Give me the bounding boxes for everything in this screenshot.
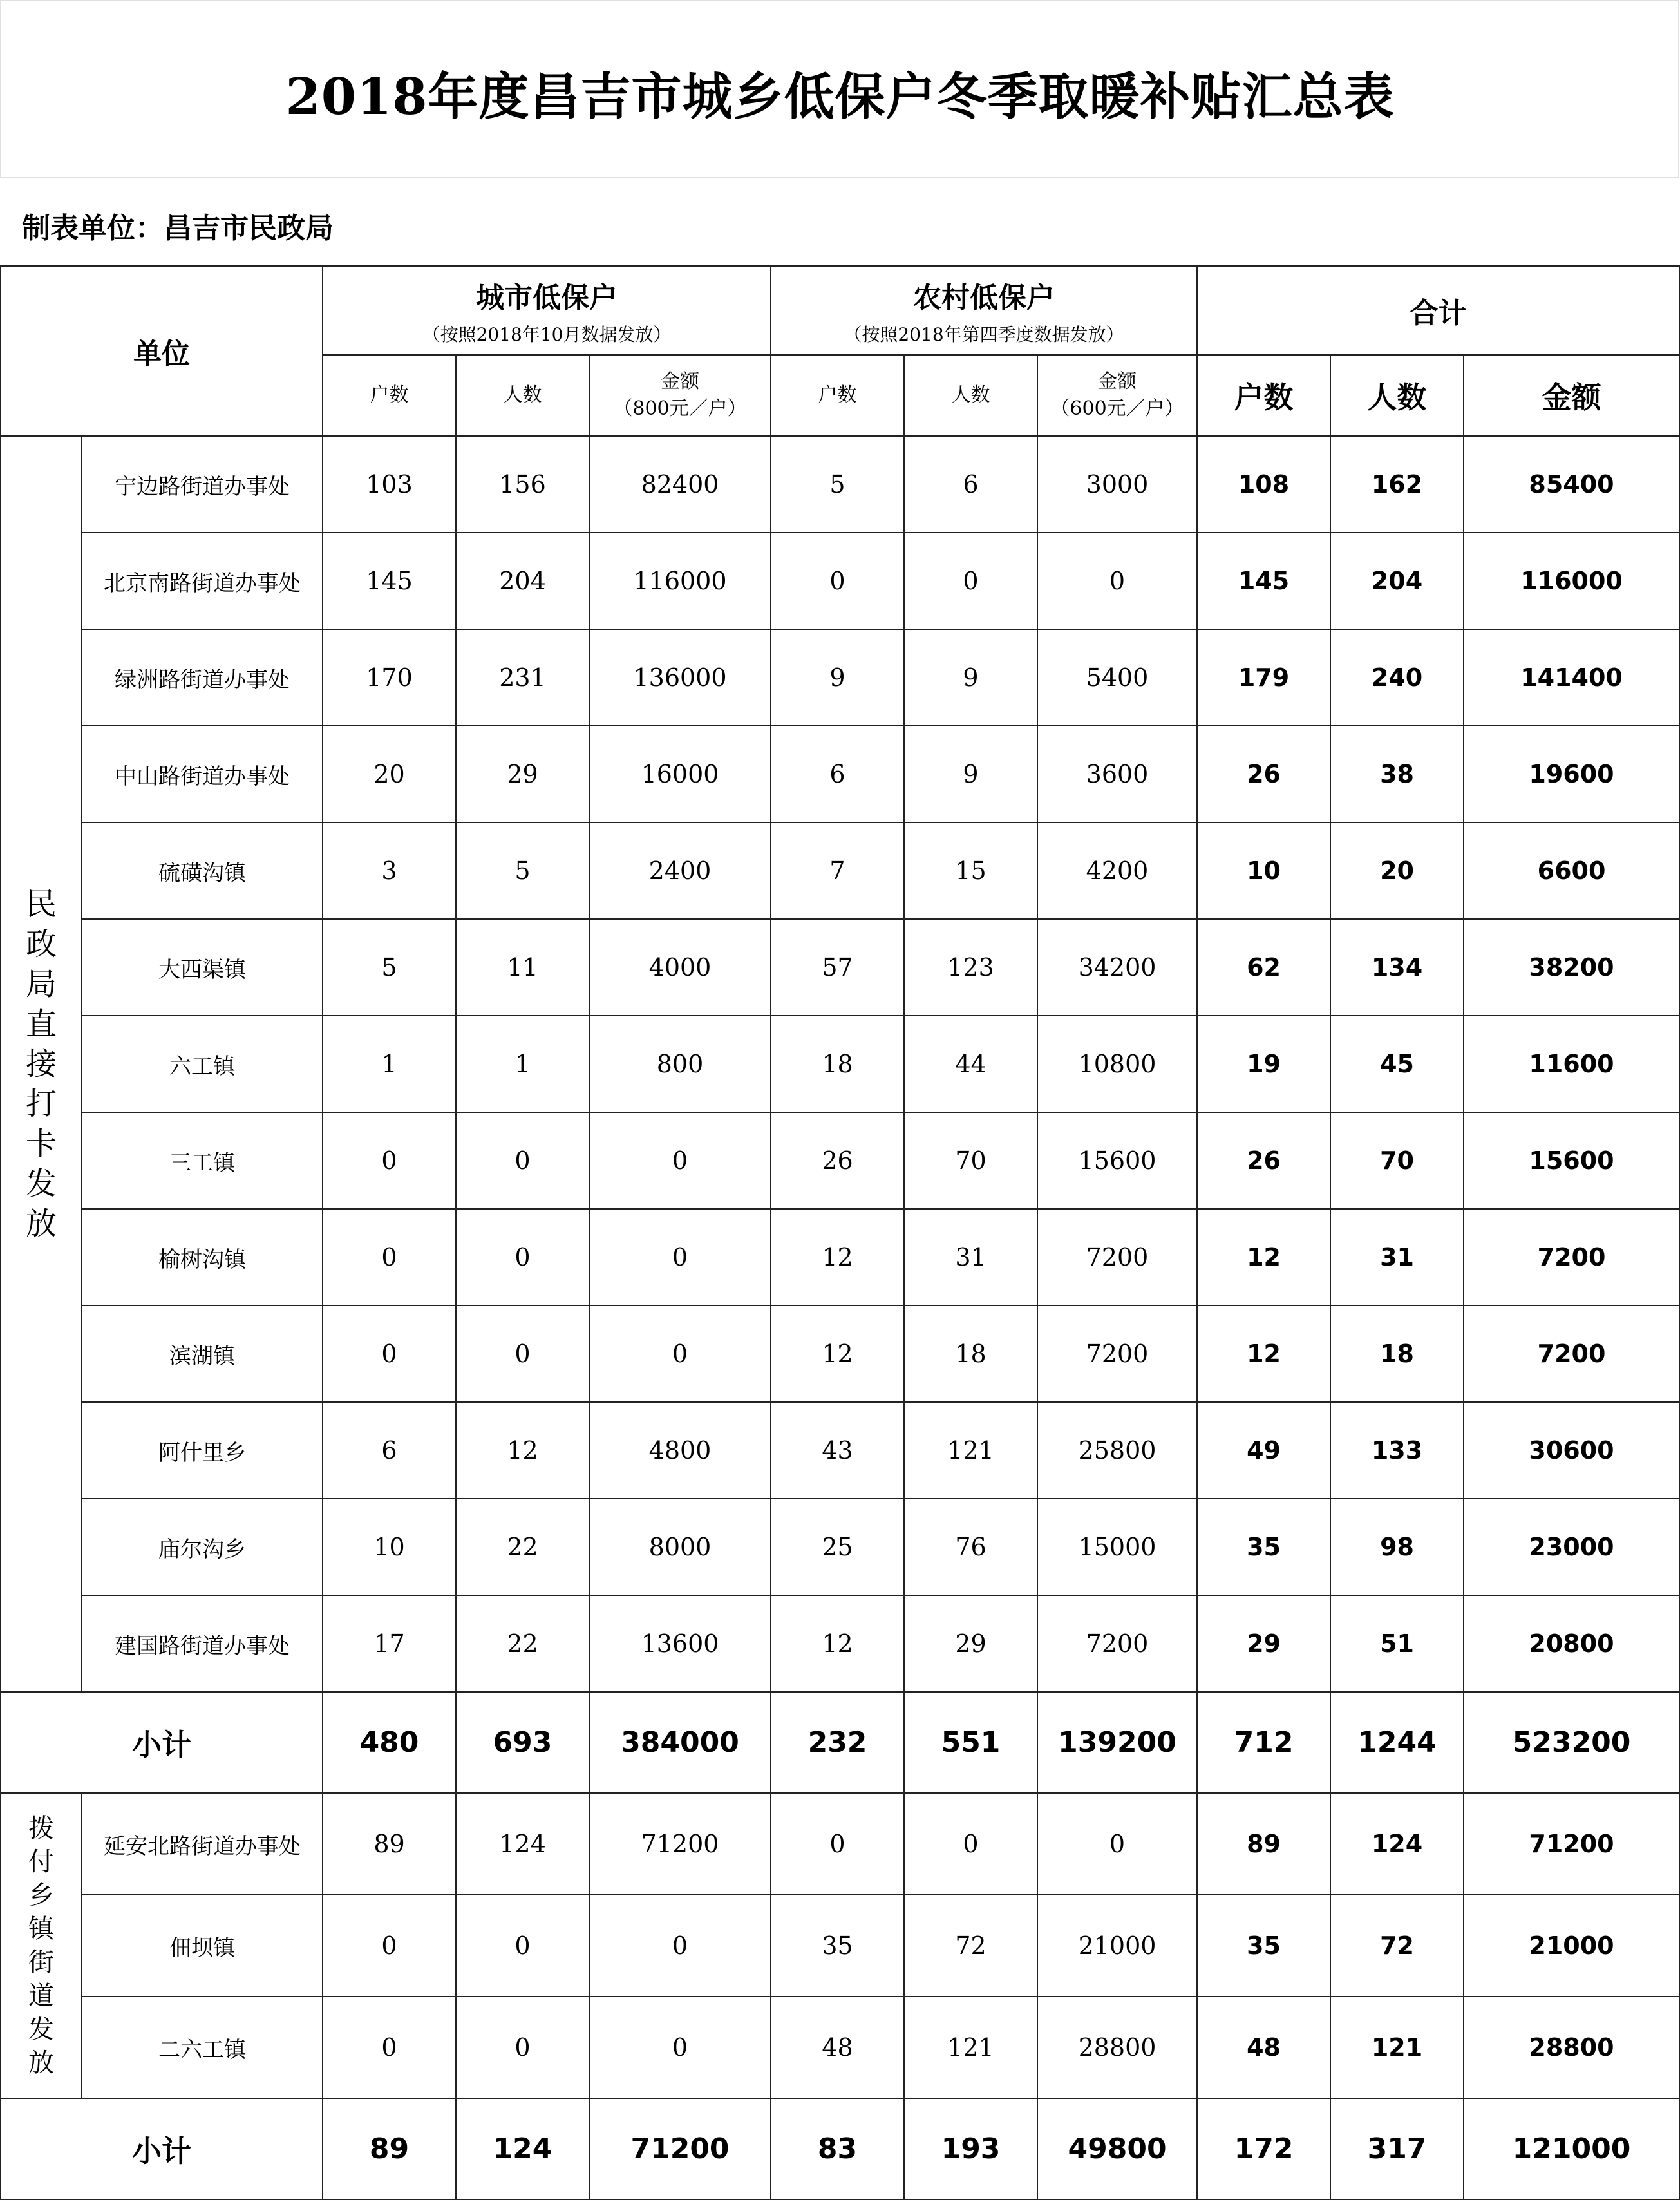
group1-group-label-char: 放 (25, 1206, 57, 1242)
header-rural-title: 农村低保户 (913, 281, 1055, 314)
group1-group-label-char: 接 (25, 1046, 57, 1082)
value-cell: 11600 (1464, 1016, 1679, 1112)
subtotal-value: 89 (323, 2098, 456, 2199)
subtotal-value: 232 (771, 1692, 904, 1793)
table-row (1, 1402, 1679, 1499)
table-row (1, 1112, 1679, 1209)
value-cell: 0 (771, 533, 904, 629)
subtotal-value: 523200 (1464, 1692, 1679, 1793)
value-cell: 240 (1330, 629, 1464, 726)
value-cell: 31 (904, 1209, 1037, 1305)
group1-group-label (1, 436, 82, 1692)
value-cell: 121 (1330, 1997, 1464, 2098)
value-cell: 0 (456, 1112, 589, 1209)
value-cell: 34200 (1037, 919, 1197, 1016)
value-cell: 35 (1197, 1499, 1330, 1595)
value-cell: 51 (1330, 1595, 1464, 1692)
header-rural-amount-label: 金额 (1098, 370, 1137, 393)
value-cell: 145 (323, 533, 456, 629)
unit-name-cell: 三工镇 (82, 1112, 323, 1209)
value-cell: 10 (323, 1499, 456, 1595)
value-cell: 72 (1330, 1895, 1464, 1997)
value-cell: 9 (771, 629, 904, 726)
table-row (1, 1895, 1679, 1997)
value-cell: 156 (456, 436, 589, 533)
group2-subtotal-row (1, 2098, 1679, 2199)
value-cell: 98 (1330, 1499, 1464, 1595)
value-cell: 48 (771, 1997, 904, 2098)
group1-group-label-char: 民 (25, 886, 57, 922)
subtotal-value: 139200 (1037, 1692, 1197, 1793)
group1-group-label-char: 卡 (25, 1126, 57, 1162)
unit-name-cell: 宁边路街道办事处 (82, 436, 323, 533)
subtotal-value: 693 (456, 1692, 589, 1793)
org-label: 制表单位：昌吉市民政局 (22, 212, 334, 245)
value-cell: 15600 (1037, 1112, 1197, 1209)
value-cell: 43 (771, 1402, 904, 1499)
unit-name-cell: 六工镇 (82, 1016, 323, 1112)
value-cell: 0 (589, 1209, 771, 1305)
value-cell: 7 (771, 822, 904, 919)
table-row (1, 1305, 1679, 1402)
group1-group-label-char: 局 (25, 966, 57, 1002)
value-cell: 28800 (1464, 1997, 1679, 2098)
value-cell: 0 (323, 1305, 456, 1402)
unit-name-cell: 二六工镇 (82, 1997, 323, 2098)
value-cell: 29 (1197, 1595, 1330, 1692)
value-cell: 4000 (589, 919, 771, 1016)
page-title: 2018年度昌吉市城乡低保户冬季取暖补贴汇总表 (285, 68, 1395, 126)
value-cell: 12 (771, 1209, 904, 1305)
value-cell: 10800 (1037, 1016, 1197, 1112)
value-cell: 16000 (589, 726, 771, 822)
value-cell: 70 (904, 1112, 1037, 1209)
unit-name-cell: 庙尔沟乡 (82, 1499, 323, 1595)
header-row-1 (1, 266, 1679, 355)
table-row (1, 436, 1679, 533)
value-cell: 20 (323, 726, 456, 822)
value-cell: 3000 (1037, 436, 1197, 533)
table-row (1, 919, 1679, 1016)
value-cell: 116000 (589, 533, 771, 629)
value-cell: 0 (323, 1209, 456, 1305)
value-cell: 25800 (1037, 1402, 1197, 1499)
value-cell: 116000 (1464, 533, 1679, 629)
header-rural-persons: 人数 (904, 355, 1037, 436)
value-cell: 28800 (1037, 1997, 1197, 2098)
value-cell: 6 (771, 726, 904, 822)
value-cell: 35 (771, 1895, 904, 1997)
value-cell: 19 (1197, 1016, 1330, 1112)
subtotal-label: 小计 (1, 2098, 323, 2199)
subtotal-value: 71200 (589, 2098, 771, 2199)
subtotal-value: 712 (1197, 1692, 1330, 1793)
value-cell: 0 (456, 1895, 589, 1997)
group2-group-label-char: 乡 (28, 1881, 54, 1910)
header-urban-persons: 人数 (456, 355, 589, 436)
value-cell: 21000 (1037, 1895, 1197, 1997)
value-cell: 12 (1197, 1209, 1330, 1305)
value-cell: 1 (323, 1016, 456, 1112)
table-row (1, 1595, 1679, 1692)
value-cell: 15 (904, 822, 1037, 919)
value-cell: 3 (323, 822, 456, 919)
value-cell: 0 (1037, 533, 1197, 629)
value-cell: 22 (456, 1499, 589, 1595)
value-cell: 0 (589, 1997, 771, 2098)
value-cell: 85400 (1464, 436, 1679, 533)
value-cell: 9 (904, 629, 1037, 726)
value-cell: 108 (1197, 436, 1330, 533)
value-cell: 20800 (1464, 1595, 1679, 1692)
unit-name-cell: 绿洲路街道办事处 (82, 629, 323, 726)
header-urban-amount-label: 金额 (661, 370, 699, 393)
value-cell: 26 (1197, 726, 1330, 822)
header-rural-note: （按照2018年第四季度数据发放） (844, 324, 1124, 345)
value-cell: 23000 (1464, 1499, 1679, 1595)
value-cell: 82400 (589, 436, 771, 533)
value-cell: 18 (771, 1016, 904, 1112)
value-cell: 12 (771, 1305, 904, 1402)
value-cell: 7200 (1037, 1209, 1197, 1305)
value-cell: 0 (589, 1895, 771, 1997)
unit-name-cell: 佃坝镇 (82, 1895, 323, 1997)
value-cell: 800 (589, 1016, 771, 1112)
subtotal-value: 551 (904, 1692, 1037, 1793)
value-cell: 145 (1197, 533, 1330, 629)
value-cell: 8000 (589, 1499, 771, 1595)
subtotal-value: 172 (1197, 2098, 1330, 2199)
group2-group-label-char: 放 (28, 2048, 54, 2078)
value-cell: 7200 (1464, 1305, 1679, 1402)
table-row (1, 629, 1679, 726)
value-cell: 71200 (589, 1793, 771, 1895)
value-cell: 134 (1330, 919, 1464, 1016)
value-cell: 12 (456, 1402, 589, 1499)
value-cell: 0 (456, 1305, 589, 1402)
subtotal-value: 1244 (1330, 1692, 1464, 1793)
value-cell: 121 (904, 1997, 1037, 2098)
value-cell: 103 (323, 436, 456, 533)
value-cell: 0 (456, 1997, 589, 2098)
value-cell: 3600 (1037, 726, 1197, 822)
value-cell: 71200 (1464, 1793, 1679, 1895)
group1-group-label-char: 直 (25, 1006, 57, 1042)
header-urban-amount (589, 355, 771, 436)
table-row (1, 1209, 1679, 1305)
header-rural (771, 266, 1197, 355)
group2-group-label-char: 镇 (28, 1914, 54, 1944)
header-urban (323, 266, 771, 355)
value-cell: 0 (904, 1793, 1037, 1895)
unit-name-cell: 中山路街道办事处 (82, 726, 323, 822)
value-cell: 2400 (589, 822, 771, 919)
group2-group-label-char: 发 (28, 2015, 54, 2044)
value-cell: 18 (1330, 1305, 1464, 1402)
value-cell: 0 (589, 1112, 771, 1209)
group2-group-label-char: 街 (28, 1948, 54, 1977)
header-total: 合计 (1197, 266, 1679, 355)
unit-name-cell: 榆树沟镇 (82, 1209, 323, 1305)
value-cell: 89 (1197, 1793, 1330, 1895)
value-cell: 123 (904, 919, 1037, 1016)
value-cell: 21000 (1464, 1895, 1679, 1997)
value-cell: 170 (323, 629, 456, 726)
value-cell: 26 (771, 1112, 904, 1209)
value-cell: 17 (323, 1595, 456, 1692)
header-total-amount: 金额 (1464, 355, 1679, 436)
subtotal-value: 480 (323, 1692, 456, 1793)
unit-name-cell: 建国路街道办事处 (82, 1595, 323, 1692)
value-cell: 1 (456, 1016, 589, 1112)
unit-name-cell: 延安北路街道办事处 (82, 1793, 323, 1895)
value-cell: 6 (323, 1402, 456, 1499)
subtotal-value: 317 (1330, 2098, 1464, 2199)
value-cell: 49 (1197, 1402, 1330, 1499)
value-cell: 22 (456, 1595, 589, 1692)
value-cell: 12 (1197, 1305, 1330, 1402)
value-cell: 62 (1197, 919, 1330, 1016)
value-cell: 5 (456, 822, 589, 919)
value-cell: 7200 (1464, 1209, 1679, 1305)
value-cell: 7200 (1037, 1595, 1197, 1692)
table-row (1, 1997, 1679, 2098)
value-cell: 44 (904, 1016, 1037, 1112)
unit-name-cell: 大西渠镇 (82, 919, 323, 1016)
value-cell: 29 (456, 726, 589, 822)
value-cell: 0 (456, 1209, 589, 1305)
value-cell: 89 (323, 1793, 456, 1895)
value-cell: 7200 (1037, 1305, 1197, 1402)
value-cell: 124 (1330, 1793, 1464, 1895)
value-cell: 30600 (1464, 1402, 1679, 1499)
table-row (1, 1793, 1679, 1895)
header-total-persons: 人数 (1330, 355, 1464, 436)
value-cell: 204 (1330, 533, 1464, 629)
value-cell: 15000 (1037, 1499, 1197, 1595)
subtotal-value: 384000 (589, 1692, 771, 1793)
header-unit: 单位 (1, 266, 323, 436)
subtotal-value: 121000 (1464, 2098, 1679, 2199)
header-urban-amount-note: （800元／户） (613, 397, 747, 420)
value-cell: 0 (323, 1112, 456, 1209)
unit-name-cell: 硫磺沟镇 (82, 822, 323, 919)
value-cell: 6 (904, 436, 1037, 533)
header-urban-note: （按照2018年10月数据发放） (422, 324, 672, 345)
header-urban-title: 城市低保户 (476, 281, 618, 314)
table-row (1, 533, 1679, 629)
value-cell: 72 (904, 1895, 1037, 1997)
subtotal-value: 124 (456, 2098, 589, 2199)
value-cell: 13600 (589, 1595, 771, 1692)
value-cell: 141400 (1464, 629, 1679, 726)
table-row (1, 1499, 1679, 1595)
value-cell: 20 (1330, 822, 1464, 919)
unit-name-cell: 阿什里乡 (82, 1402, 323, 1499)
value-cell: 0 (771, 1793, 904, 1895)
value-cell: 0 (904, 533, 1037, 629)
group1-group-label-char: 打 (25, 1086, 57, 1122)
value-cell: 133 (1330, 1402, 1464, 1499)
value-cell: 29 (904, 1595, 1037, 1692)
subtotal-value: 49800 (1037, 2098, 1197, 2199)
value-cell: 6600 (1464, 822, 1679, 919)
value-cell: 136000 (589, 629, 771, 726)
value-cell: 179 (1197, 629, 1330, 726)
value-cell: 231 (456, 629, 589, 726)
subtotal-label: 小计 (1, 1692, 323, 1793)
header-rural-amount-note: （600元／户） (1050, 397, 1184, 420)
group2-group-label (1, 1793, 82, 2098)
value-cell: 18 (904, 1305, 1037, 1402)
value-cell: 5 (323, 919, 456, 1016)
unit-name-cell: 滨湖镇 (82, 1305, 323, 1402)
value-cell: 38200 (1464, 919, 1679, 1016)
value-cell: 15600 (1464, 1112, 1679, 1209)
value-cell: 5 (771, 436, 904, 533)
value-cell: 204 (456, 533, 589, 629)
value-cell: 57 (771, 919, 904, 1016)
value-cell: 124 (456, 1793, 589, 1895)
value-cell: 25 (771, 1499, 904, 1595)
value-cell: 121 (904, 1402, 1037, 1499)
group1-group-label-char: 政 (25, 926, 57, 962)
value-cell: 45 (1330, 1016, 1464, 1112)
table-row (1, 726, 1679, 822)
unit-name-cell: 北京南路街道办事处 (82, 533, 323, 629)
value-cell: 19600 (1464, 726, 1679, 822)
value-cell: 38 (1330, 726, 1464, 822)
header-total-households: 户数 (1197, 355, 1330, 436)
value-cell: 5400 (1037, 629, 1197, 726)
value-cell: 26 (1197, 1112, 1330, 1209)
value-cell: 70 (1330, 1112, 1464, 1209)
value-cell: 162 (1330, 436, 1464, 533)
group1-subtotal-row (1, 1692, 1679, 1793)
group2-group-label-char: 拨 (28, 1814, 54, 1843)
table-row (1, 822, 1679, 919)
value-cell: 12 (771, 1595, 904, 1692)
value-cell: 4200 (1037, 822, 1197, 919)
subtotal-value: 193 (904, 2098, 1037, 2199)
table-row (1, 1016, 1679, 1112)
value-cell: 35 (1197, 1895, 1330, 1997)
value-cell: 31 (1330, 1209, 1464, 1305)
value-cell: 4800 (589, 1402, 771, 1499)
group2-group-label-char: 道 (28, 1981, 54, 2011)
value-cell: 48 (1197, 1997, 1330, 2098)
summary-table (0, 265, 1680, 2200)
header-rural-households: 户数 (771, 355, 904, 436)
value-cell: 9 (904, 726, 1037, 822)
value-cell: 0 (589, 1305, 771, 1402)
header-rural-amount (1037, 355, 1197, 436)
value-cell: 11 (456, 919, 589, 1016)
value-cell: 0 (323, 1895, 456, 1997)
value-cell: 0 (1037, 1793, 1197, 1895)
subtotal-value: 83 (771, 2098, 904, 2199)
value-cell: 76 (904, 1499, 1037, 1595)
value-cell: 10 (1197, 822, 1330, 919)
header-urban-households: 户数 (323, 355, 456, 436)
group2-group-label-char: 付 (28, 1847, 54, 1877)
value-cell: 0 (323, 1997, 456, 2098)
group1-group-label-char: 发 (25, 1166, 57, 1202)
